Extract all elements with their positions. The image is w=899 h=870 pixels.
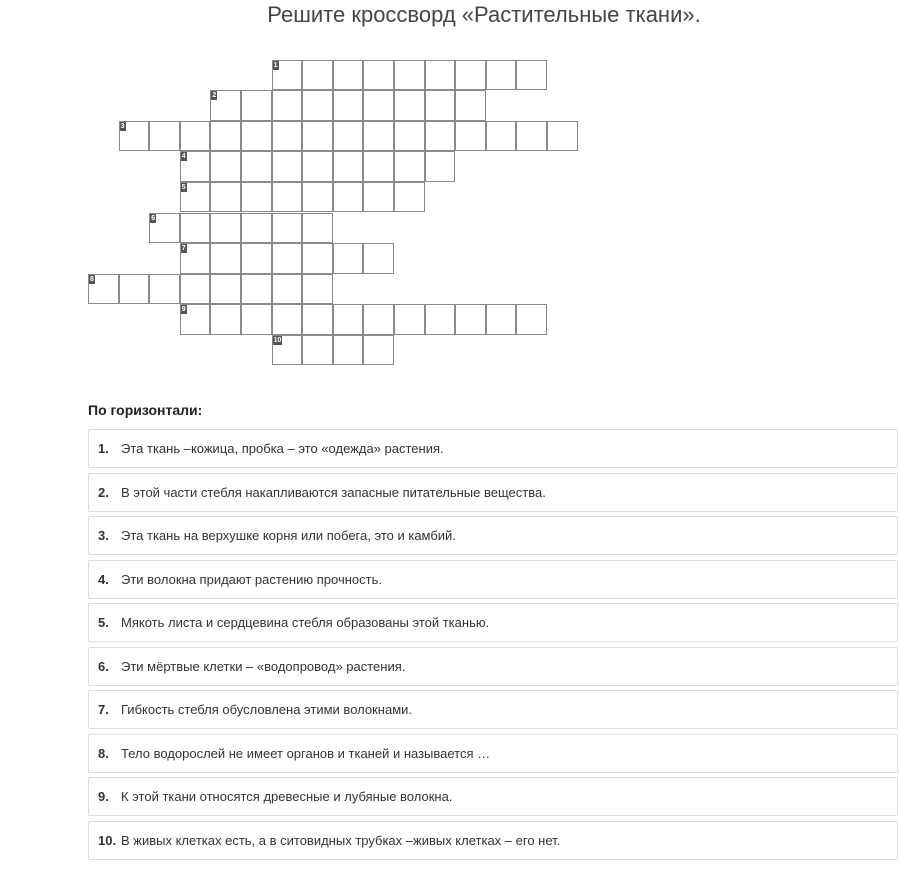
clue-item-3 <box>88 516 898 555</box>
clue-number: 1. <box>98 441 109 456</box>
crossword-cell[interactable] <box>149 274 180 305</box>
crossword-cell[interactable] <box>394 304 425 335</box>
crossword-cell[interactable] <box>272 151 303 182</box>
crossword-cell[interactable] <box>302 90 333 121</box>
clue-number: 8. <box>98 745 109 761</box>
clue-item-8 <box>88 734 898 773</box>
clues-list <box>88 429 898 864</box>
crossword-cell[interactable] <box>210 90 241 121</box>
crossword-cell[interactable] <box>241 304 272 335</box>
cell-number: 10 <box>273 336 282 344</box>
clue-text: Гибкость стебля обусловлена этими волокнами. <box>121 702 413 717</box>
crossword-cell[interactable] <box>363 151 394 182</box>
crossword-cell[interactable] <box>241 243 272 274</box>
crossword-cell[interactable] <box>302 151 333 182</box>
crossword-cell[interactable] <box>394 121 425 152</box>
crossword-cell[interactable] <box>425 60 456 91</box>
clue-text: Эти мёртвые клетки – «водопровод» растения. <box>121 658 406 674</box>
crossword-cell[interactable] <box>302 243 333 274</box>
clue-number: 7. <box>98 702 109 717</box>
crossword-cell[interactable] <box>394 60 425 91</box>
crossword-cell[interactable] <box>455 304 486 335</box>
section-title-across: По горизонтали: <box>88 402 203 418</box>
clue-number: 6. <box>98 658 109 674</box>
crossword-cell[interactable] <box>333 60 364 91</box>
crossword-cell[interactable] <box>394 90 425 121</box>
clue-text: К этой ткани относятся древесные и лубяные волокна. <box>121 789 453 804</box>
clue-item-9 <box>88 777 898 816</box>
clue-text: Мякоть листа и сердцевина стебля образованы этой тканью. <box>121 615 490 630</box>
crossword-cell[interactable] <box>363 90 394 121</box>
clue-text: В этой части стебля накапливаются запасные питательные вещества. <box>121 484 546 500</box>
crossword-cell[interactable] <box>272 243 303 274</box>
crossword-cell[interactable] <box>394 151 425 182</box>
crossword-cell[interactable] <box>302 213 333 244</box>
clue-item-6 <box>88 647 898 686</box>
crossword-cell[interactable] <box>363 60 394 91</box>
crossword-cell[interactable] <box>180 182 211 213</box>
cell-number: 1 <box>273 61 278 69</box>
crossword-cell[interactable] <box>516 304 547 335</box>
crossword-cell[interactable] <box>272 304 303 335</box>
crossword-cell[interactable] <box>363 335 394 366</box>
crossword-cell[interactable] <box>119 274 150 305</box>
cell-number: 6 <box>151 214 156 222</box>
crossword-cell[interactable] <box>149 121 180 152</box>
page-title: Решите кроссворд «Растительные ткани». <box>267 2 701 27</box>
crossword-cell[interactable] <box>180 304 211 335</box>
crossword-cell[interactable] <box>272 90 303 121</box>
crossword-cell[interactable] <box>210 182 241 213</box>
cell-number: 7 <box>181 245 186 253</box>
crossword-cell[interactable] <box>272 121 303 152</box>
cell-number: 3 <box>120 122 125 130</box>
crossword-cell[interactable] <box>180 151 211 182</box>
crossword-cell[interactable] <box>333 151 364 182</box>
crossword-cell[interactable] <box>516 60 547 91</box>
crossword-cell[interactable] <box>241 213 272 244</box>
clue-item-7 <box>88 690 898 729</box>
crossword-cell[interactable] <box>241 121 272 152</box>
cell-number: 2 <box>212 92 217 100</box>
crossword-cell[interactable] <box>363 304 394 335</box>
crossword-cell[interactable] <box>272 182 303 213</box>
crossword-cell[interactable] <box>241 151 272 182</box>
clue-item-2 <box>88 473 898 512</box>
cell-number: 4 <box>181 153 186 161</box>
crossword-cell[interactable] <box>455 90 486 121</box>
crossword-cell[interactable] <box>425 90 456 121</box>
crossword-cell[interactable] <box>119 121 150 152</box>
crossword-cell[interactable] <box>272 335 303 366</box>
crossword-cell[interactable] <box>180 213 211 244</box>
crossword-cell[interactable] <box>272 60 303 91</box>
clue-item-4 <box>88 560 898 599</box>
cell-number: 8 <box>90 275 94 283</box>
crossword-cell[interactable] <box>363 182 394 213</box>
clue-number: 10. <box>98 832 117 848</box>
clue-number: 9. <box>98 789 109 804</box>
clue-text: Тело водорослей не имеет органов и тканей и называется … <box>121 745 491 761</box>
crossword-cell[interactable] <box>394 182 425 213</box>
crossword-cell[interactable] <box>333 243 364 274</box>
crossword-cell[interactable] <box>516 121 547 152</box>
crossword-cell[interactable] <box>210 304 241 335</box>
crossword-cell[interactable] <box>486 121 517 152</box>
crossword-cell[interactable] <box>210 213 241 244</box>
crossword-cell[interactable] <box>180 243 211 274</box>
crossword-cell[interactable] <box>425 151 456 182</box>
cell-number: 5 <box>181 183 186 191</box>
clue-item-1 <box>88 429 898 468</box>
crossword-cell[interactable] <box>302 121 333 152</box>
crossword-cell[interactable] <box>333 335 364 366</box>
crossword-cell[interactable] <box>486 60 517 91</box>
crossword-cell[interactable] <box>302 60 333 91</box>
crossword-cell[interactable] <box>486 304 517 335</box>
crossword-cell[interactable] <box>241 274 272 305</box>
crossword-cell[interactable] <box>210 121 241 152</box>
crossword-cell[interactable] <box>302 182 333 213</box>
crossword-cell[interactable] <box>425 304 456 335</box>
crossword-cell[interactable] <box>363 243 394 274</box>
clue-text: Эти волокна придают растению прочность. <box>121 571 382 587</box>
clue-number: 4. <box>98 571 109 587</box>
crossword-cell[interactable] <box>363 121 394 152</box>
crossword-cell[interactable] <box>88 274 119 305</box>
crossword-cell[interactable] <box>547 121 578 152</box>
crossword-cell[interactable] <box>241 182 272 213</box>
clue-item-10 <box>88 821 898 860</box>
clue-item-5 <box>88 603 898 642</box>
crossword-cell[interactable] <box>149 213 180 244</box>
clue-number: 5. <box>98 615 109 630</box>
crossword-cell[interactable] <box>302 304 333 335</box>
crossword-cell[interactable] <box>425 121 456 152</box>
cell-number: 9 <box>181 306 186 314</box>
crossword-cell[interactable] <box>272 274 303 305</box>
crossword-cell[interactable] <box>333 121 364 152</box>
crossword-cell[interactable] <box>272 213 303 244</box>
crossword-cell[interactable] <box>333 304 364 335</box>
crossword-cell[interactable] <box>180 274 211 305</box>
crossword-cell[interactable] <box>455 121 486 152</box>
crossword-cell[interactable] <box>455 60 486 91</box>
crossword-cell[interactable] <box>333 90 364 121</box>
crossword-cell[interactable] <box>210 274 241 305</box>
clue-number: 2. <box>98 484 109 500</box>
clue-number: 3. <box>98 528 109 543</box>
crossword-cell[interactable] <box>210 151 241 182</box>
crossword-cell[interactable] <box>180 121 211 152</box>
crossword-grid <box>0 0 600 380</box>
crossword-cell[interactable] <box>302 274 333 305</box>
clue-text: Эта ткань –кожица, пробка – это «одежда» растения. <box>121 441 444 456</box>
clue-text: В живых клетках есть, а в ситовидных трубках –живых клетках – его нет. <box>121 832 561 848</box>
crossword-cell[interactable] <box>210 243 241 274</box>
clue-text: Эта ткань на верхушке корня или побега, это и камбий. <box>121 528 456 543</box>
crossword-cell[interactable] <box>333 182 364 213</box>
crossword-cell[interactable] <box>302 335 333 366</box>
crossword-cell[interactable] <box>241 90 272 121</box>
